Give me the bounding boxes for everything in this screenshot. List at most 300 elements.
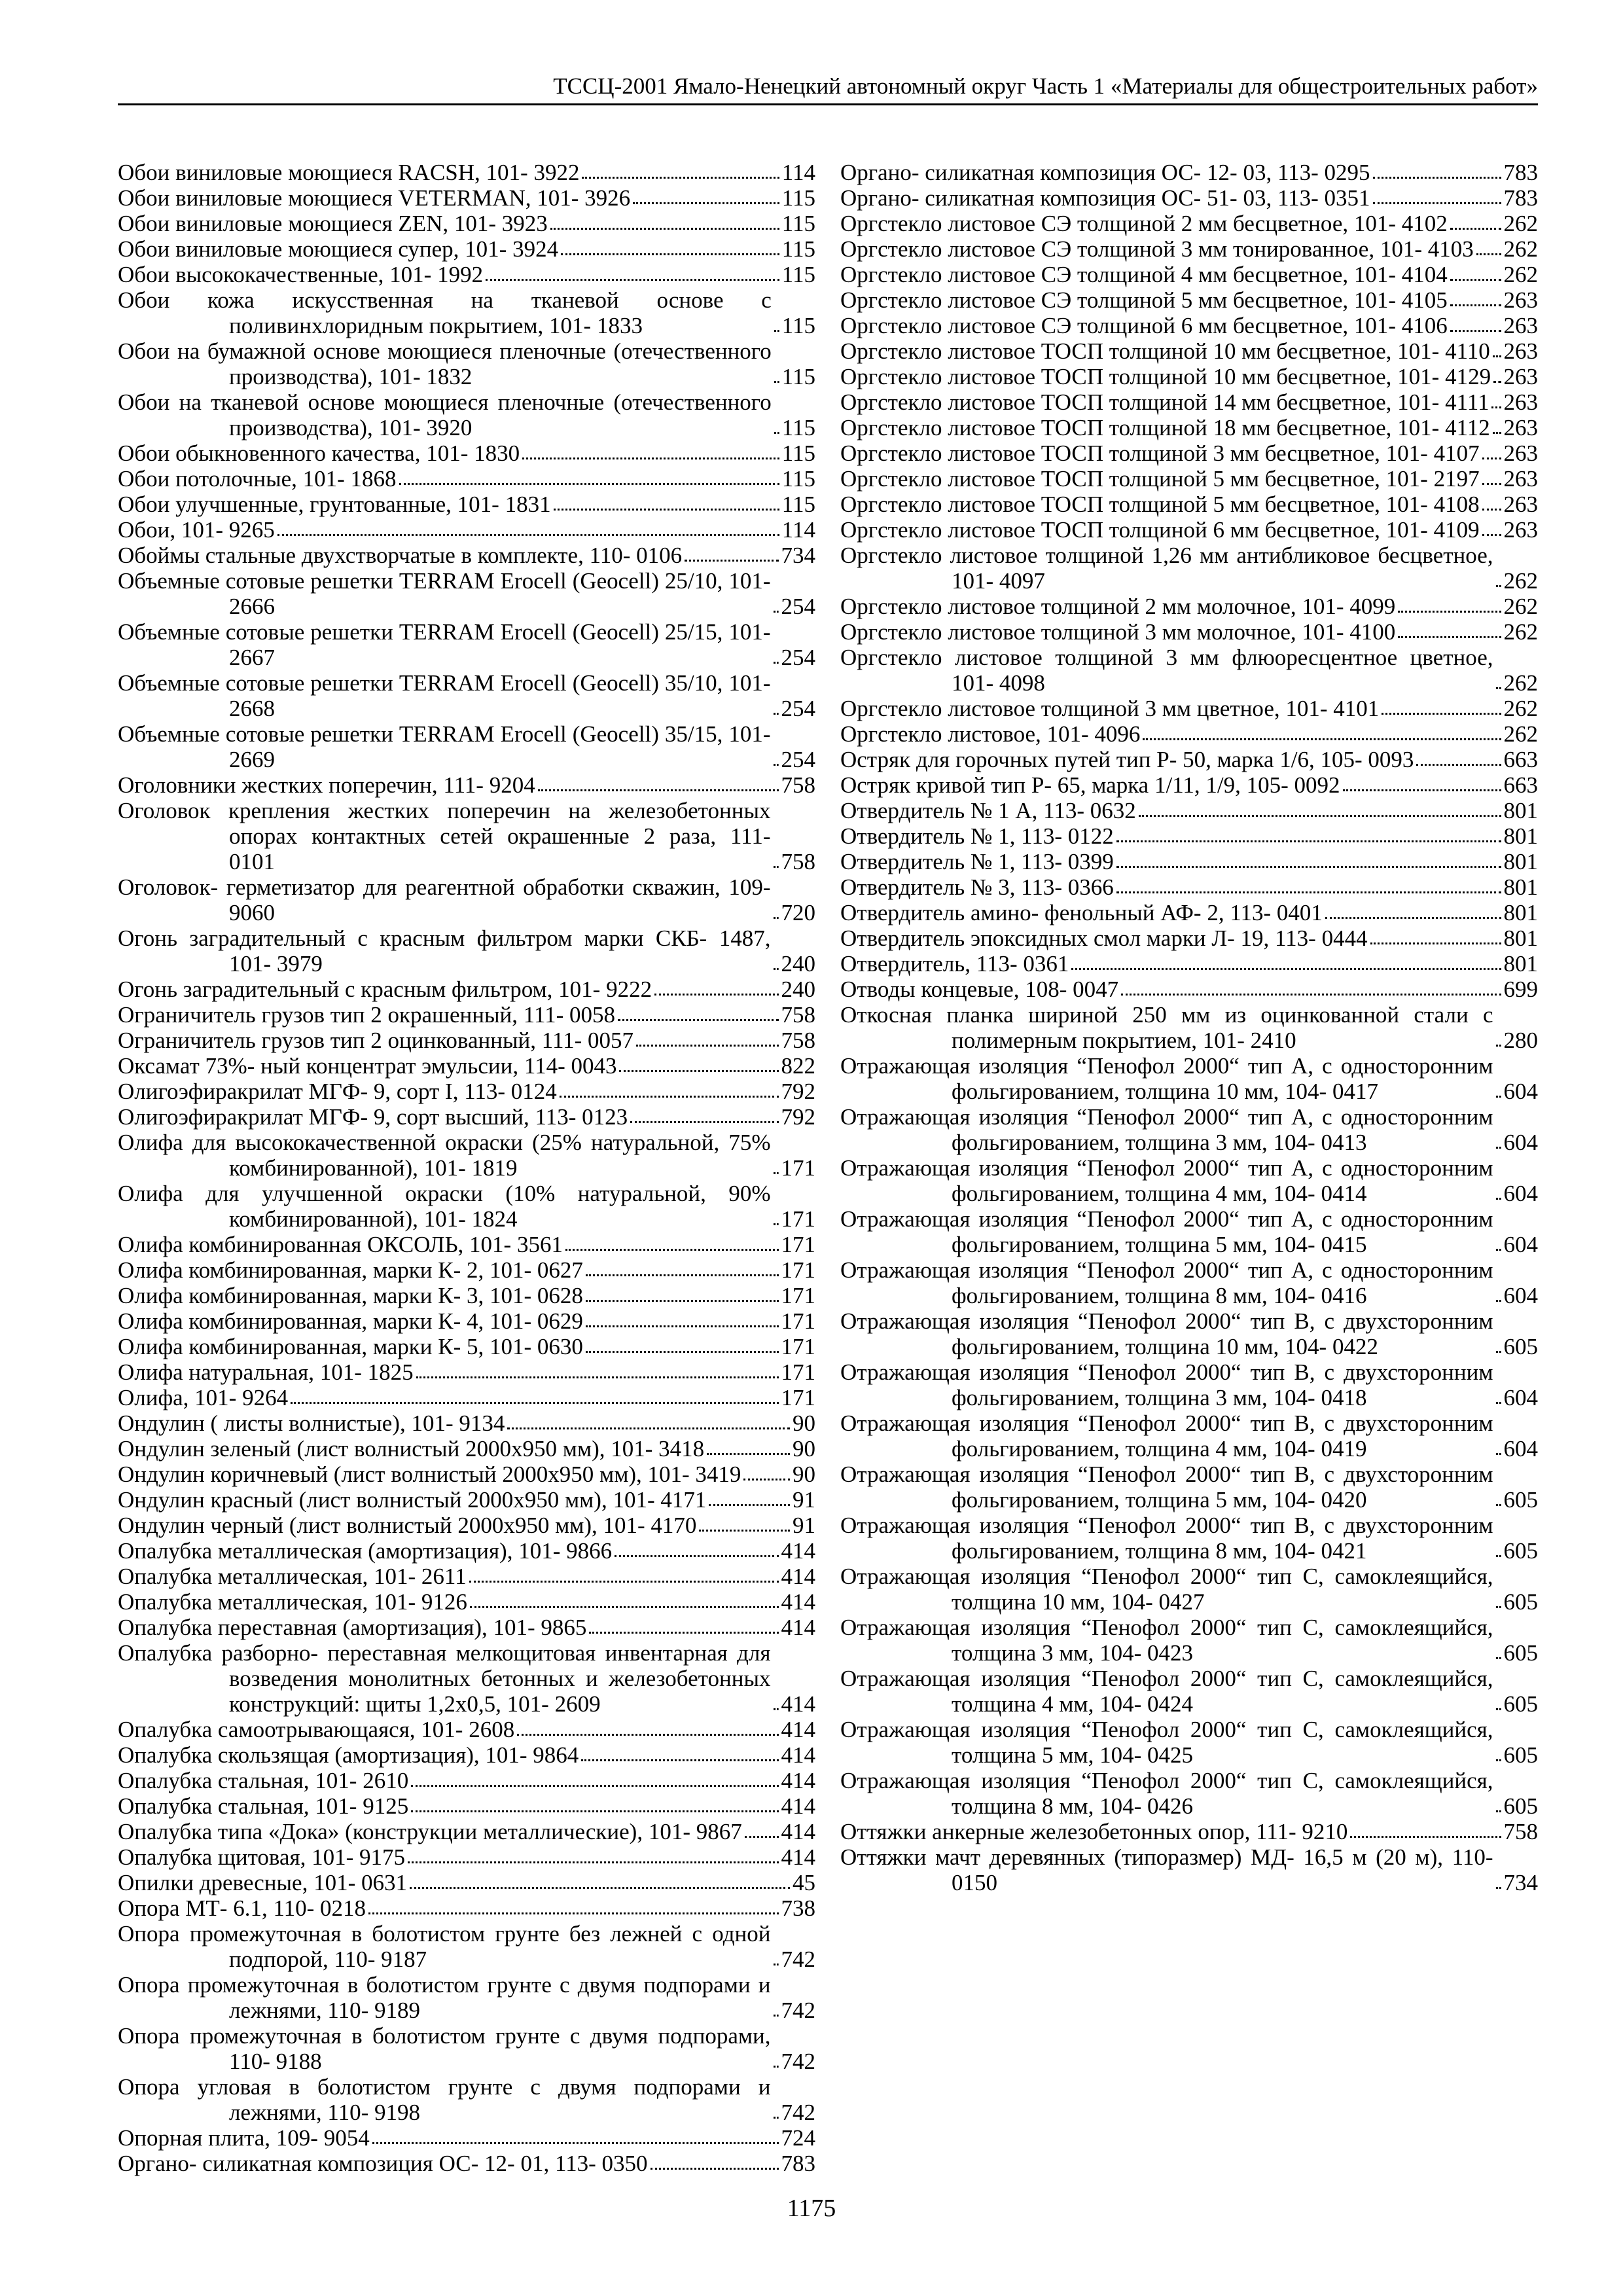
entry-text: Олифа натуральная, 101- 1825 xyxy=(118,1359,414,1385)
index-entry xyxy=(118,1334,815,1359)
dot-leader xyxy=(1496,1249,1501,1251)
entry-page-number: 263 xyxy=(1503,440,1538,466)
index-entry xyxy=(840,287,1538,313)
entry-page-number: 604 xyxy=(1503,1079,1538,1104)
entry-text: Опалубка типа «Дока» (конструкции металлические), 101- 9867 xyxy=(118,1819,742,1844)
dot-leader xyxy=(654,994,778,996)
dot-leader xyxy=(1482,534,1501,536)
index-entry xyxy=(840,1206,1538,1257)
entry-page-number: 742 xyxy=(781,2100,815,2125)
entry-page-number: 171 xyxy=(781,1257,815,1283)
index-entry xyxy=(840,823,1538,849)
entry-page-number: 240 xyxy=(781,951,815,977)
entry-text: Отражающая изоляция “Пенофол 2000“ тип С, самоклеящийся, толщина 10 мм, 104- 0427 xyxy=(840,1564,1493,1615)
index-entry xyxy=(840,619,1538,645)
index-entry xyxy=(118,1742,815,1768)
entry-page-number: 414 xyxy=(781,1717,815,1742)
dot-leader xyxy=(1482,509,1501,511)
entry-page-number: 605 xyxy=(1503,1538,1538,1564)
index-entry xyxy=(840,211,1538,236)
index-entry xyxy=(118,2023,815,2074)
dot-leader xyxy=(1496,1887,1501,1889)
dot-leader xyxy=(1476,253,1501,255)
entry-text: Отвердитель № 1, 113- 0122 xyxy=(840,823,1114,849)
entry-page-number: 605 xyxy=(1503,1691,1538,1717)
entry-text: Отражающая изоляция “Пенофол 2000“ тип В, с двухсторонним фольгированием, толщина 10 мм, 104- 0422 xyxy=(840,1308,1493,1359)
index-entry xyxy=(118,1768,815,1793)
entry-page-number: 115 xyxy=(781,415,815,440)
dot-leader xyxy=(1496,1300,1501,1302)
index-entry xyxy=(840,1155,1538,1206)
entry-text: Опалубка переставная (амортизация), 101- 9865 xyxy=(118,1615,587,1640)
entry-page-number: 801 xyxy=(1503,798,1538,823)
entry-page-number: 734 xyxy=(781,543,815,568)
index-entry xyxy=(840,798,1538,823)
entry-text: Оксамат 73%- ный концентрат эмульсии, 114- 0043 xyxy=(118,1053,617,1079)
index-entry xyxy=(118,1589,815,1615)
entry-text: Опалубка металлическая, 101- 9126 xyxy=(118,1589,467,1615)
entry-text: Оргстекло листовое ТОСП толщиной 10 мм бесцветное, 101- 4129 xyxy=(840,364,1491,389)
entry-page-number: 742 xyxy=(781,2049,815,2074)
index-entry xyxy=(118,236,815,262)
entry-page-number: 171 xyxy=(781,1359,815,1385)
entry-text: Оголовники жестких поперечин, 111- 9204 xyxy=(118,772,535,798)
entry-text: Отводы концевые, 108- 0047 xyxy=(840,977,1119,1002)
index-entry xyxy=(118,1104,815,1130)
entry-text: Опалубка самоотрывающаяся, 101- 2608 xyxy=(118,1717,515,1742)
index-entry xyxy=(118,568,815,619)
index-entry xyxy=(118,440,815,466)
entry-page-number: 115 xyxy=(781,262,815,287)
entry-page-number: 801 xyxy=(1503,823,1538,849)
dot-leader xyxy=(1496,1147,1501,1149)
dot-leader xyxy=(774,1223,779,1225)
entry-page-number: 414 xyxy=(781,1844,815,1870)
entry-text: Обои потолочные, 101- 1868 xyxy=(118,466,397,492)
entry-text: Оргстекло листовое ТОСП толщиной 14 мм бесцветное, 101- 4111 xyxy=(840,389,1489,415)
dot-leader xyxy=(1496,1351,1501,1353)
entry-text: Оргстекло листовое СЭ толщиной 3 мм тонированное, 101- 4103 xyxy=(840,236,1474,262)
dot-leader xyxy=(1382,713,1501,715)
index-entry xyxy=(118,1462,815,1487)
entry-page-number: 115 xyxy=(781,211,815,236)
dot-leader xyxy=(774,1964,779,1965)
dot-leader xyxy=(1398,636,1501,638)
dot-leader xyxy=(1496,1045,1501,1047)
dot-leader xyxy=(277,534,779,536)
index-entry xyxy=(840,1104,1538,1155)
entry-text: Органо- силикатная композиция ОС- 12- 03, 113- 0295 xyxy=(840,160,1370,185)
dot-leader xyxy=(1496,1096,1501,1098)
entry-text: Опора промежуточная в болотистом грунте с двумя подпорами, 110- 9188 xyxy=(118,2023,771,2074)
entry-page-number: 663 xyxy=(1503,772,1538,798)
dot-leader xyxy=(774,968,779,970)
dot-leader xyxy=(774,764,779,766)
entry-text: Отражающая изоляция “Пенофол 2000“ тип С, самоклеящийся, толщина 5 мм, 104- 0425 xyxy=(840,1717,1493,1768)
index-entry xyxy=(840,1308,1538,1359)
page-number: 1175 xyxy=(787,2195,836,2222)
index-entry xyxy=(840,747,1538,772)
dot-leader xyxy=(1450,279,1501,281)
index-entry xyxy=(840,1462,1538,1513)
index-entry xyxy=(840,1513,1538,1564)
dot-leader xyxy=(685,560,778,562)
entry-page-number: 414 xyxy=(781,1615,815,1640)
entry-page-number: 734 xyxy=(1503,1870,1538,1895)
entry-page-number: 801 xyxy=(1503,925,1538,951)
index-entry xyxy=(840,977,1538,1002)
index-entry xyxy=(118,466,815,492)
index-entry xyxy=(118,1359,815,1385)
entry-page-number: 263 xyxy=(1503,338,1538,364)
entry-page-number: 792 xyxy=(781,1079,815,1104)
index-entry xyxy=(840,364,1538,389)
index-entry xyxy=(840,951,1538,977)
entry-text: Оргстекло листовое ТОСП толщиной 6 мм бесцветное, 101- 4109 xyxy=(840,517,1480,543)
entry-text: Отражающая изоляция “Пенофол 2000“ тип А, с односторонним фольгированием, толщина 10 мм, 104- 0417 xyxy=(840,1053,1493,1104)
entry-page-number: 262 xyxy=(1503,236,1538,262)
running-header: ТССЦ-2001 Ямало-Ненецкий автономный округ Часть 1 «Материалы для общестроительных работ» xyxy=(553,73,1538,99)
entry-text: Оттяжки мачт деревянных (типоразмер) МД- 16,5 м (20 м), 110- 0150 xyxy=(840,1844,1493,1895)
dot-leader xyxy=(774,2117,779,2119)
index-entry xyxy=(840,262,1538,287)
dot-leader xyxy=(1121,994,1501,996)
index-entry xyxy=(118,1487,815,1513)
entry-page-number: 414 xyxy=(781,1819,815,1844)
entry-text: Опилки древесные, 101- 0631 xyxy=(118,1870,407,1895)
dot-leader xyxy=(1343,789,1501,791)
entry-text: Отвердитель, 113- 0361 xyxy=(840,951,1069,977)
entry-text: Обои на бумажной основе моющиеся пленочные (отечественного производства), 101- 1832 xyxy=(118,338,772,389)
entry-text: Олигоэфиракрилат МГФ- 9, сорт высший, 113- 0123 xyxy=(118,1104,628,1130)
index-entry xyxy=(118,1870,815,1895)
entry-page-number: 115 xyxy=(781,492,815,517)
entry-page-number: 263 xyxy=(1503,466,1538,492)
entry-page-number: 262 xyxy=(1503,211,1538,236)
entry-page-number: 604 xyxy=(1503,1232,1538,1257)
dot-leader xyxy=(1496,1504,1501,1506)
entry-page-number: 262 xyxy=(1503,619,1538,645)
index-entry xyxy=(118,1079,815,1104)
index-entry xyxy=(118,798,815,874)
dot-leader xyxy=(709,1504,790,1506)
entry-text: Опалубка стальная, 101- 9125 xyxy=(118,1793,409,1819)
entry-text: Обои виниловые моющиеся RACSH, 101- 3922 xyxy=(118,160,580,185)
dot-leader xyxy=(1450,304,1501,306)
index-entry xyxy=(840,1615,1538,1666)
dot-leader xyxy=(589,1632,778,1634)
index-entry xyxy=(840,1717,1538,1768)
dot-leader xyxy=(469,1581,779,1583)
entry-page-number: 171 xyxy=(781,1232,815,1257)
index-entry xyxy=(840,696,1538,721)
entry-text: Оргстекло листовое толщиной 1,26 мм антибликовое бесцветное, 101- 4097 xyxy=(840,543,1493,594)
entry-page-number: 801 xyxy=(1503,951,1538,977)
entry-page-number: 663 xyxy=(1503,747,1538,772)
entry-text: Откосная планка шириной 250 мм из оцинкованной стали с полимерным покрытием, 101- 2410 xyxy=(840,1002,1493,1053)
entry-text: Опора МТ- 6.1, 110- 0218 xyxy=(118,1895,366,1921)
entry-text: Обои обыкновенного качества, 101- 1830 xyxy=(118,440,520,466)
entry-page-number: 262 xyxy=(1503,594,1538,619)
entry-page-number: 738 xyxy=(781,1895,815,1921)
entry-text: Оргстекло листовое толщиной 2 мм молочное, 101- 4099 xyxy=(840,594,1396,619)
entry-page-number: 758 xyxy=(781,849,815,874)
index-entry xyxy=(840,645,1538,696)
entry-page-number: 758 xyxy=(781,772,815,798)
index-entry xyxy=(118,1895,815,1921)
entry-text: Обои, 101- 9265 xyxy=(118,517,275,543)
entry-page-number: 801 xyxy=(1503,849,1538,874)
index-entry xyxy=(840,721,1538,747)
index-entry xyxy=(118,1972,815,2023)
entry-text: Обои виниловые моющиеся VETERMAN, 101- 3926 xyxy=(118,185,631,211)
index-column-left xyxy=(118,160,815,2176)
dot-leader xyxy=(774,381,779,383)
index-entry xyxy=(118,1921,815,1972)
dot-leader xyxy=(410,1887,790,1889)
entry-text: Оргстекло листовое СЭ толщиной 6 мм бесцветное, 101- 4106 xyxy=(840,313,1448,338)
entry-page-number: 171 xyxy=(781,1385,815,1410)
dot-leader xyxy=(774,917,779,919)
entry-text: Отражающая изоляция “Пенофол 2000“ тип А, с односторонним фольгированием, толщина 4 мм, 104- 0414 xyxy=(840,1155,1493,1206)
entry-page-number: 822 xyxy=(781,1053,815,1079)
dot-leader xyxy=(618,1019,778,1021)
entry-page-number: 414 xyxy=(781,1691,815,1717)
entry-text: Ондулин ( листы волнистые), 101- 9134 xyxy=(118,1410,505,1436)
dot-leader xyxy=(774,1708,779,1710)
dot-leader xyxy=(1496,1657,1501,1659)
entry-text: Олифа для улучшенной окраски (10% натуральной, 90% комбинированной), 101- 1824 xyxy=(118,1181,771,1232)
index-entry xyxy=(118,1717,815,1742)
entry-text: Объемные сотовые решетки TERRAM Erocell (Geocell) 35/15, 101- 2669 xyxy=(118,721,771,772)
entry-text: Обои высококачественные, 101- 1992 xyxy=(118,262,484,287)
dot-leader xyxy=(774,1172,779,1174)
entry-page-number: 792 xyxy=(781,1104,815,1130)
dot-leader xyxy=(399,483,779,485)
index-entry xyxy=(840,594,1538,619)
entry-page-number: 114 xyxy=(781,517,815,543)
index-entry xyxy=(840,1666,1538,1717)
entry-text: Объемные сотовые решетки TERRAM Erocell (Geocell) 25/10, 101- 2666 xyxy=(118,568,771,619)
index-entry xyxy=(840,1257,1538,1308)
entry-text: Олифа комбинированная, марки К- 3, 101- 0628 xyxy=(118,1283,583,1308)
dot-leader xyxy=(630,1121,778,1123)
index-entry xyxy=(118,1053,815,1079)
entry-text: Опорная плита, 109- 9054 xyxy=(118,2125,370,2151)
index-entry xyxy=(118,1283,815,1308)
entry-text: Отражающая изоляция “Пенофол 2000“ тип С, самоклеящийся, толщина 4 мм, 104- 0424 xyxy=(840,1666,1493,1717)
entry-text: Отвердитель амино- фенольный АФ- 2, 113- 0401 xyxy=(840,900,1323,925)
entry-text: Ондулин красный (лист волнистый 2000х950 мм), 101- 4171 xyxy=(118,1487,707,1513)
dot-leader xyxy=(774,662,779,664)
dot-leader xyxy=(1143,738,1501,740)
dot-leader xyxy=(517,1734,778,1736)
dot-leader xyxy=(774,611,779,613)
entry-page-number: 171 xyxy=(781,1283,815,1308)
entry-text: Опалубка щитовая, 101- 9175 xyxy=(118,1844,406,1870)
index-entry xyxy=(118,1538,815,1564)
entry-text: Олифа комбинированная, марки К- 2, 101- 0627 xyxy=(118,1257,583,1283)
dot-leader xyxy=(1398,611,1501,613)
dot-leader xyxy=(1496,1198,1501,1200)
dot-leader xyxy=(619,1070,778,1072)
index-entry xyxy=(118,1002,815,1028)
index-entry xyxy=(840,236,1538,262)
entry-text: Оргстекло листовое толщиной 3 мм цветное, 101- 4101 xyxy=(840,696,1380,721)
dot-leader xyxy=(699,1530,790,1532)
dot-leader xyxy=(411,1785,778,1787)
entry-page-number: 115 xyxy=(781,185,815,211)
entry-text: Ограничитель грузов тип 2 оцинкованный, 111- 0057 xyxy=(118,1028,634,1053)
entry-page-number: 605 xyxy=(1503,1793,1538,1819)
index-entry xyxy=(118,772,815,798)
dot-leader xyxy=(774,2066,779,2068)
entry-text: Отражающая изоляция “Пенофол 2000“ тип С, самоклеящийся, толщина 8 мм, 104- 0426 xyxy=(840,1768,1493,1819)
entry-page-number: 115 xyxy=(781,466,815,492)
dot-leader xyxy=(1116,840,1501,842)
header-rule xyxy=(118,103,1538,105)
entry-page-number: 758 xyxy=(1503,1819,1538,1844)
entry-text: Отражающая изоляция “Пенофол 2000“ тип В, с двухсторонним фольгированием, толщина 5 мм, 104- 0420 xyxy=(840,1462,1493,1513)
dot-leader xyxy=(774,866,779,868)
entry-text: Остряк для горочных путей тип Р- 50, марка 1/6, 105- 0093 xyxy=(840,747,1414,772)
entry-page-number: 263 xyxy=(1503,287,1538,313)
index-entry xyxy=(840,1359,1538,1410)
entry-page-number: 604 xyxy=(1503,1436,1538,1462)
dot-leader xyxy=(1482,457,1501,459)
entry-page-number: 783 xyxy=(1503,185,1538,211)
dot-leader xyxy=(615,1555,778,1557)
dot-leader xyxy=(1496,1402,1501,1404)
entry-page-number: 280 xyxy=(1503,1028,1538,1053)
entry-text: Обои на тканевой основе моющиеся пленочные (отечественного производства), 101- 3920 xyxy=(118,389,772,440)
entry-page-number: 263 xyxy=(1503,364,1538,389)
entry-page-number: 263 xyxy=(1503,517,1538,543)
index-entry xyxy=(118,1181,815,1232)
dot-leader xyxy=(1071,968,1501,970)
index-entry xyxy=(118,2151,815,2176)
index-entry xyxy=(118,1793,815,1819)
entry-text: Опалубка металлическая, 101- 2611 xyxy=(118,1564,467,1589)
entry-page-number: 724 xyxy=(781,2125,815,2151)
dot-leader xyxy=(416,1376,779,1378)
dot-leader xyxy=(1450,330,1501,332)
entry-page-number: 115 xyxy=(781,236,815,262)
dot-leader xyxy=(1350,1836,1501,1838)
dot-leader xyxy=(1496,1810,1501,1812)
index-entry xyxy=(118,2125,815,2151)
dot-leader xyxy=(1373,202,1501,204)
dot-leader xyxy=(582,177,779,179)
dot-leader xyxy=(561,253,779,255)
entry-text: Оргстекло листовое СЭ толщиной 5 мм бесцветное, 101- 4105 xyxy=(840,287,1448,313)
entry-page-number: 263 xyxy=(1503,415,1538,440)
entry-page-number: 115 xyxy=(781,364,815,389)
dot-leader xyxy=(1496,1708,1501,1710)
entry-page-number: 604 xyxy=(1503,1130,1538,1155)
entry-page-number: 115 xyxy=(781,313,815,338)
dot-leader xyxy=(774,330,779,332)
index-entry xyxy=(118,670,815,721)
entry-text: Огонь заградительный с красным фильтром марки СКБ- 1487, 101- 3979 xyxy=(118,925,771,977)
index-entry xyxy=(118,1844,815,1870)
dot-leader xyxy=(586,1274,779,1276)
entry-text: Оголовок крепления жестких поперечин на железобетонных опорах контактных сетей окрашенные 2 раза, 111- 0101 xyxy=(118,798,771,874)
entry-page-number: 263 xyxy=(1503,313,1538,338)
entry-page-number: 604 xyxy=(1503,1385,1538,1410)
index-entry xyxy=(118,721,815,772)
entry-page-number: 605 xyxy=(1503,1589,1538,1615)
dot-leader xyxy=(507,1427,790,1429)
dot-leader xyxy=(1370,942,1501,944)
dot-leader xyxy=(1450,228,1501,230)
entry-text: Оголовок- герметизатор для реагентной обработки скважин, 109- 9060 xyxy=(118,874,771,925)
entry-page-number: 254 xyxy=(781,645,815,670)
dot-leader xyxy=(560,1096,779,1098)
entry-text: Опора промежуточная в болотистом грунте с двумя подпорами и лежнями, 110- 9189 xyxy=(118,1972,771,2023)
entry-page-number: 171 xyxy=(781,1206,815,1232)
dot-leader xyxy=(368,1912,778,1914)
entry-text: Отражающая изоляция “Пенофол 2000“ тип В, с двухсторонним фольгированием, толщина 4 мм, 104- 0419 xyxy=(840,1410,1493,1462)
index-entry xyxy=(118,619,815,670)
index-entry xyxy=(840,466,1538,492)
index-entry xyxy=(118,1513,815,1538)
entry-page-number: 262 xyxy=(1503,721,1538,747)
dot-leader xyxy=(1496,1453,1501,1455)
entry-text: Отвердитель эпоксидных смол марки Л- 19, 113- 0444 xyxy=(840,925,1368,951)
entry-text: Оргстекло листовое ТОСП толщиной 5 мм бесцветное, 101- 2197 xyxy=(840,466,1480,492)
index-entry xyxy=(840,1844,1538,1895)
dot-leader xyxy=(636,1045,778,1047)
entry-text: Олифа комбинированная, марки К- 5, 101- 0630 xyxy=(118,1334,583,1359)
index-entry xyxy=(118,185,815,211)
entry-text: Оргстекло листовое СЭ толщиной 2 мм бесцветное, 101- 4102 xyxy=(840,211,1448,236)
entry-page-number: 604 xyxy=(1503,1181,1538,1206)
index-entry xyxy=(118,517,815,543)
dot-leader xyxy=(291,1402,778,1404)
dot-leader xyxy=(1496,1759,1501,1761)
entry-page-number: 414 xyxy=(781,1768,815,1793)
entry-text: Оргстекло листовое ТОСП толщиной 10 мм бесцветное, 101- 4110 xyxy=(840,338,1490,364)
entry-text: Отражающая изоляция “Пенофол 2000“ тип В, с двухсторонним фольгированием, толщина 8 мм, 104- 0421 xyxy=(840,1513,1493,1564)
entry-page-number: 90 xyxy=(793,1410,815,1436)
index-entry xyxy=(840,440,1538,466)
dot-leader xyxy=(1493,355,1501,357)
entry-page-number: 783 xyxy=(781,2151,815,2176)
dot-leader xyxy=(743,1479,790,1480)
entry-text: Ондулин черный (лист волнистый 2000х950 мм), 101- 4170 xyxy=(118,1513,697,1538)
index-entry xyxy=(840,185,1538,211)
index-entry xyxy=(118,1564,815,1589)
dot-leader xyxy=(586,1300,779,1302)
index-entry xyxy=(840,874,1538,900)
entry-page-number: 91 xyxy=(793,1487,815,1513)
index-entry xyxy=(118,1257,815,1283)
entry-page-number: 783 xyxy=(1503,160,1538,185)
dot-leader xyxy=(633,202,779,204)
entry-text: Обои виниловые моющиеся ZEN, 101- 3923 xyxy=(118,211,548,236)
dot-leader xyxy=(774,713,779,715)
entry-text: Оргстекло листовое толщиной 3 мм молочное, 101- 4100 xyxy=(840,619,1396,645)
index-entry xyxy=(840,492,1538,517)
entry-text: Опалубка скользящая (амортизация), 101- 9864 xyxy=(118,1742,579,1768)
dot-leader xyxy=(538,789,779,791)
index-entry xyxy=(118,1615,815,1640)
dot-leader xyxy=(1325,917,1501,919)
entry-text: Опалубка стальная, 101- 2610 xyxy=(118,1768,409,1793)
index-entry xyxy=(118,1410,815,1436)
index-entry xyxy=(118,1232,815,1257)
